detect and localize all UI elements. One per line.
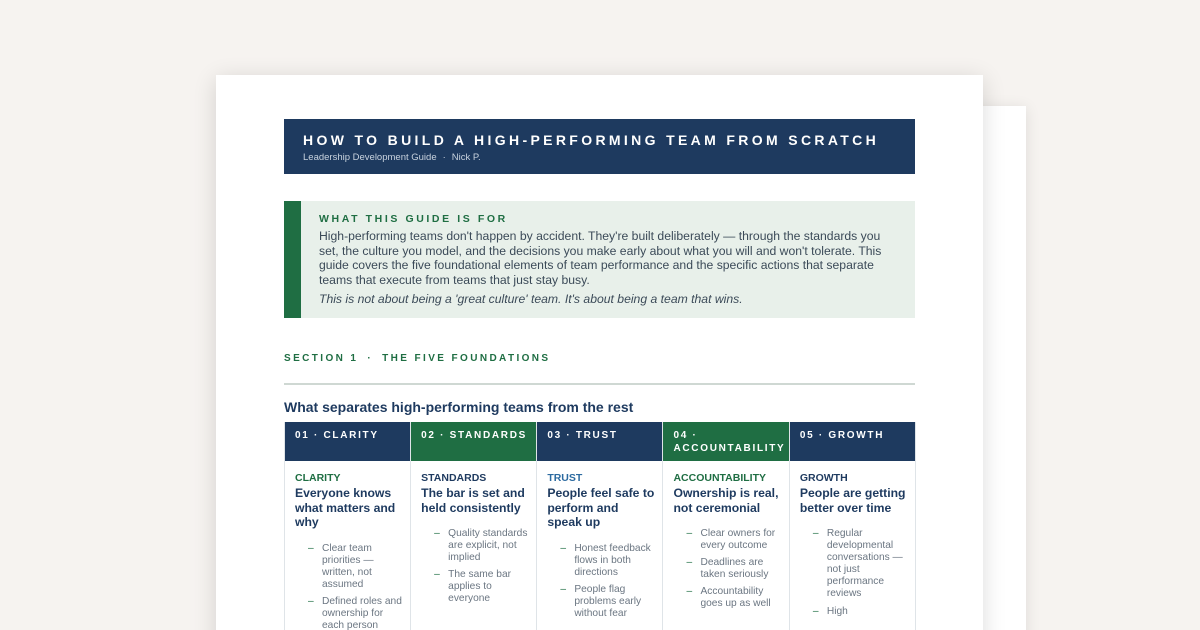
column-claim: Everyone knows what matters and why xyxy=(295,486,396,529)
list-item: – Clear team priorities — written, not assumed xyxy=(308,543,402,591)
document-subtitle xyxy=(303,152,897,163)
foundations-table xyxy=(284,422,916,630)
callout-note: This is not about being a 'great culture' team. It's about being a team that wins. xyxy=(319,292,743,307)
column-header: 04 · ACCOUNTABILITY xyxy=(663,422,788,461)
column-bullets xyxy=(547,543,654,621)
section-divider xyxy=(284,383,915,385)
column-tag: STANDARDS xyxy=(421,472,487,484)
document-page xyxy=(216,75,983,630)
column-header: 02 · STANDARDS xyxy=(411,422,536,461)
list-item: – Honest feedback flows in both directions xyxy=(560,543,654,579)
callout-heading: WHAT THIS GUIDE IS FOR xyxy=(319,213,508,225)
column-bullets xyxy=(673,528,780,611)
foundation-column-clarity xyxy=(285,422,411,630)
list-item: – People flag problems early without fear xyxy=(560,584,654,620)
column-header: 05 · GROWTH xyxy=(790,422,915,461)
list-item: – Accountability goes up as well xyxy=(686,586,780,610)
list-item: – The same bar applies to everyone xyxy=(434,569,528,605)
column-tag: CLARITY xyxy=(295,472,341,484)
section-name: THE FIVE FOUNDATIONS xyxy=(382,353,551,364)
column-bullets xyxy=(295,543,402,630)
subtitle-guide: Leadership Development Guide xyxy=(303,152,437,163)
section-number: SECTION 1 xyxy=(284,353,359,364)
document-title: HOW TO BUILD A HIGH-PERFORMING TEAM FROM SCRATCH xyxy=(303,132,880,148)
table-title: What separates high-performing teams from the rest xyxy=(284,399,634,415)
purpose-callout xyxy=(284,201,915,318)
column-claim: Ownership is real, not ceremonial xyxy=(673,486,779,515)
subtitle-separator: · xyxy=(442,152,446,163)
column-body xyxy=(790,461,915,618)
column-claim: The bar is set and held consistently xyxy=(421,486,525,515)
list-item: – Regular developmental conversations — not just performance reviews xyxy=(813,528,907,601)
column-claim: People are getting better over time xyxy=(799,486,906,515)
column-header: 01 · CLARITY xyxy=(285,422,410,461)
column-body xyxy=(663,461,788,611)
list-item: – Quality standards are explicit, not implied xyxy=(434,528,528,564)
section-separator: · xyxy=(367,353,374,364)
column-header: 03 · TRUST xyxy=(537,422,662,461)
subtitle-author: Nick P. xyxy=(451,152,481,163)
column-tag: GROWTH xyxy=(799,472,848,484)
foundation-column-growth xyxy=(790,422,916,630)
foundation-column-accountability xyxy=(663,422,789,630)
list-item: – Deadlines are taken seriously xyxy=(686,557,780,581)
column-tag: ACCOUNTABILITY xyxy=(673,472,767,484)
column-tag: TRUST xyxy=(547,472,583,484)
column-claim: People feel safe to perform and speak up xyxy=(547,486,655,529)
list-item: – Clear owners for every outcome xyxy=(686,528,780,552)
section-label xyxy=(284,353,915,364)
document-header xyxy=(284,119,915,174)
callout-body: High-performing teams don't happen by accident. They're built deliberately — through the standards you set, the culture you model, and the decisions you make early about what you will and won't tolerate. This guide covers the five foundational elements of team performance and the specific actions that separate teams that execute from teams that just stay busy. xyxy=(319,229,882,287)
list-item: – Defined roles and ownership for each person xyxy=(308,596,402,630)
page-content xyxy=(284,119,915,630)
foundation-column-standards xyxy=(411,422,537,630)
foundation-column-trust xyxy=(537,422,663,630)
column-body xyxy=(537,461,662,620)
list-item: – High xyxy=(813,606,907,618)
column-bullets xyxy=(800,528,907,618)
column-body xyxy=(285,461,410,630)
column-bullets xyxy=(421,528,528,606)
column-body xyxy=(411,461,536,606)
